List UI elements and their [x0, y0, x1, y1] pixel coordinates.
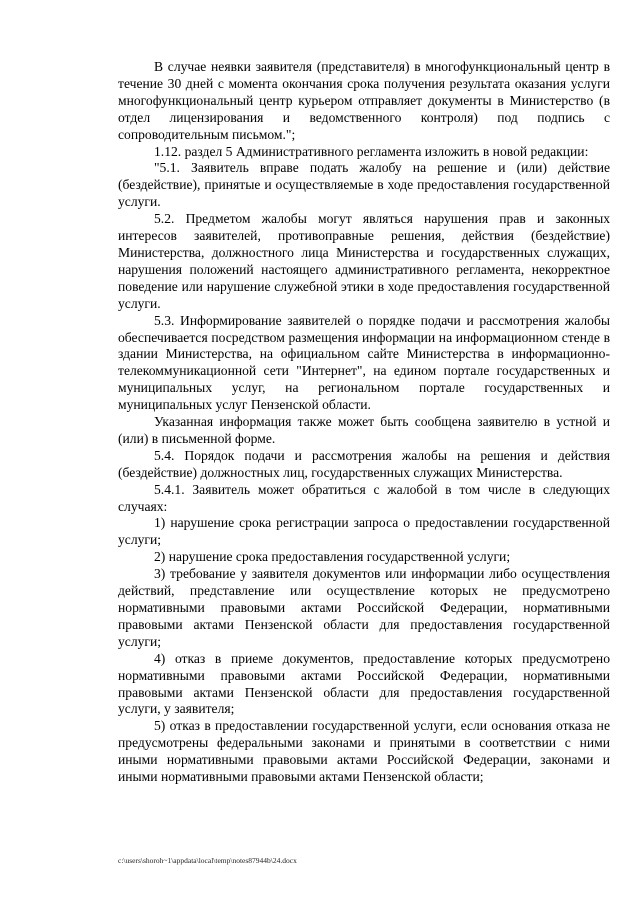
paragraph-5-4-1: 5.4.1. Заявитель может обратиться с жалобой в том числе в следующих случаях: [118, 481, 610, 514]
list-item-4: 4) отказ в приеме документов, предоставление которых предусмотрено нормативными правовыми актами Российской Федерации, нормативными правовыми актами Пензенской области для предоставления государственной услуги, у заявителя; [118, 650, 610, 717]
document-body [118, 59, 610, 786]
paragraph-1-12: 1.12. раздел 5 Административного регламента изложить в новой редакции: [154, 143, 589, 159]
footer-file-path: c:\users\shoroh~1\appdata\local\temp\notes87944b\24.docx [118, 856, 297, 865]
paragraph-5-3: 5.3. Информирование заявителей о порядке подачи и рассмотрения жалобы обеспечивается посредством размещения информации на информационном стенде в здании Министерства, на официальном сайте Министерства в информационно-телекоммуникационной сети "Интернет", на едином портале государственных и муниципальных услуг, на региональном портале государственных и муниципальных услуг Пензенской области. [118, 312, 610, 413]
list-item-1: 1) нарушение срока регистрации запроса о предоставлении государственной услуги; [118, 515, 610, 548]
paragraph-5-2: 5.2. Предметом жалобы могут являться нарушения прав и законных интересов заявителей, противоправные решения, действия (бездействие) Министерства, должностного лица Министерства и государственных служащих, нарушения положений настоящего административного регламента, некорректное поведение или нарушение служебной этики в ходе предоставления государственной услуги. [118, 211, 610, 311]
paragraph-5-4: 5.4. Порядок подачи и рассмотрения жалобы на решения и действия (бездействие) должностных лиц, государственных служащих Министерства. [118, 447, 610, 480]
list-item-5: 5) отказ в предоставлении государственной услуги, если основания отказа не предусмотрены федеральными законами и принятыми в соответствии с ними иными нормативными правовыми актами Российской Федерации, законами и иными нормативными правовыми актами Пензенской области; [118, 718, 610, 785]
paragraph-info-oral: Указанная информация также может быть сообщена заявителю в устной и (или) в письменной форме. [118, 414, 610, 446]
list-item-2: 2) нарушение срока предоставления государственной услуги; [154, 549, 511, 565]
paragraph-mfc-nonappearance: В случае неявки заявителя (представителя) в многофункциональный центр в течение 30 дней с момента окончания срока получения результата оказания услуги многофункциональный центр курьером отправляет документы в Министерство (в отдел лицензирования и ведомственного контроля) под подпись с сопроводительным письмом."; [118, 59, 610, 142]
paragraph-5-1: "5.1. Заявитель вправе подать жалобу на решение и (или) действие (бездействие), принятые и осуществляемые в ходе предоставления государственной услуги. [118, 160, 610, 210]
list-item-3: 3) требование у заявителя документов или информации либо осуществления действий, представление или осуществление которых не предусмотрено нормативными правовыми актами Российской Федерации, нормативными правовыми актами Пензенской области для предоставления государственной услуги; [118, 566, 610, 649]
